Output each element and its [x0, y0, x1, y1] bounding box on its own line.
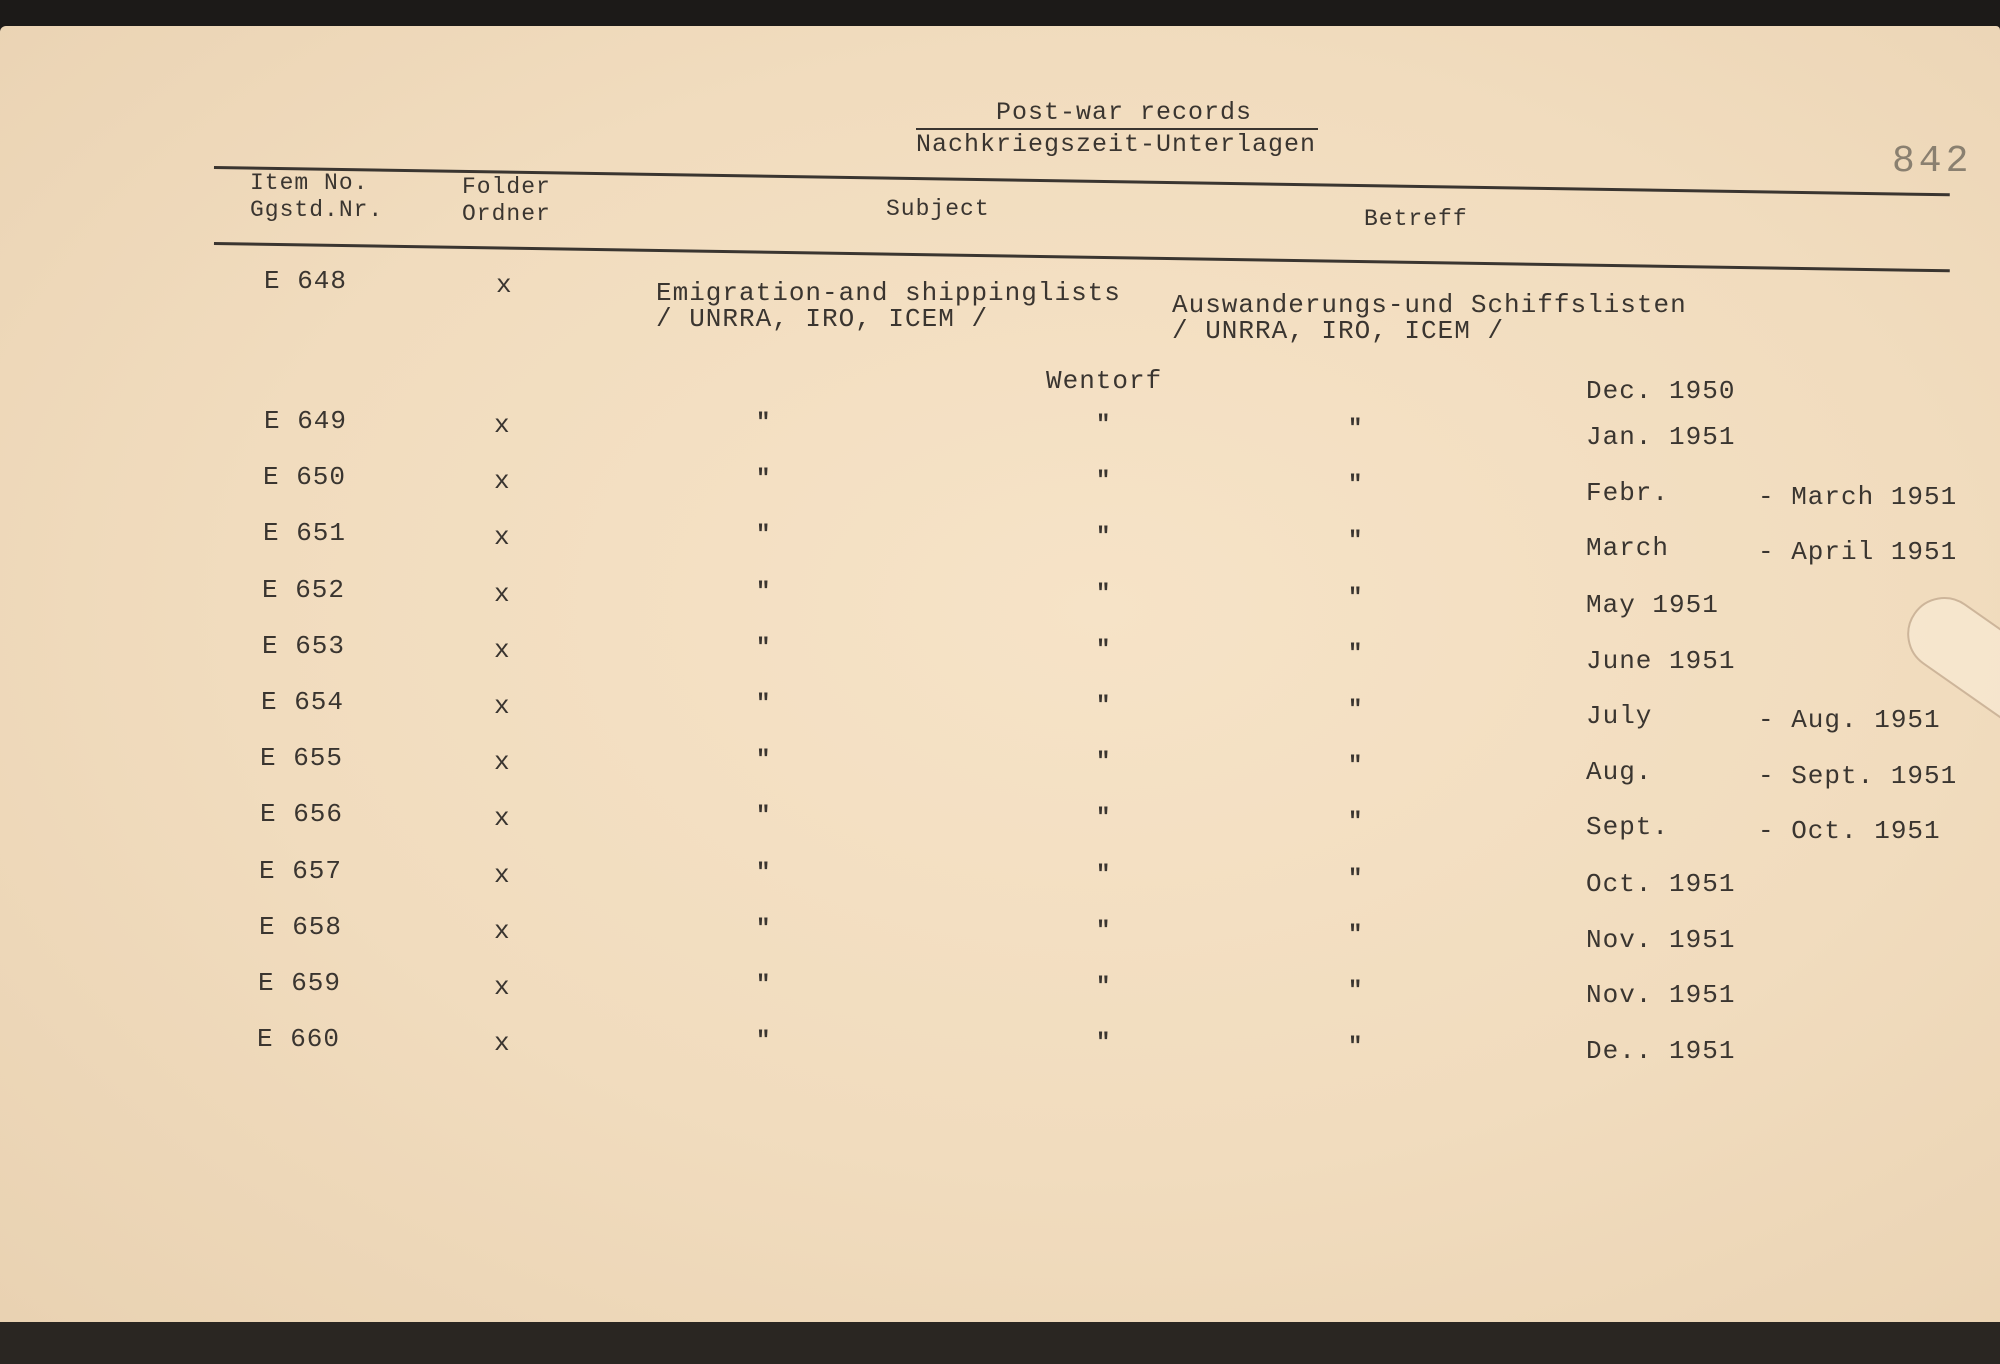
row-ditto-subject: ": [756, 860, 772, 887]
row-date: Nov. 1951: [1586, 980, 1736, 1010]
row-ditto-place: ": [1096, 693, 1112, 720]
row-folder: x: [494, 635, 511, 665]
row-ditto-betreff: ": [1348, 585, 1364, 612]
row-ditto-place: ": [1096, 412, 1112, 439]
row-item: E 657: [259, 856, 343, 886]
header-betreff: Betreff: [1364, 206, 1468, 232]
entry-item: E 648: [264, 266, 348, 296]
row-date: Nov. 1951: [1586, 925, 1736, 955]
row-folder: x: [494, 522, 511, 552]
row-ditto-place: ": [1096, 524, 1112, 551]
title-english: Post-war records: [996, 98, 1253, 127]
row-date-to: - Aug. 1951: [1758, 705, 1941, 735]
row-ditto-betreff: ": [1348, 1034, 1364, 1061]
row-item: E 654: [261, 687, 345, 717]
entry-date: Dec. 1950: [1586, 376, 1736, 406]
row-folder: x: [494, 691, 511, 721]
entry-subject-line1: Emigration-and shippinglists: [656, 278, 1121, 308]
row-ditto-place: ": [1096, 1030, 1112, 1057]
row-folder: x: [494, 579, 511, 609]
entry-place: Wentorf: [1046, 366, 1163, 396]
row-folder: x: [494, 803, 511, 833]
row-ditto-subject: ": [756, 747, 772, 774]
row-ditto-betreff: ": [1348, 809, 1364, 836]
row-ditto-betreff: ": [1348, 866, 1364, 893]
header-folder-de: Ordner: [462, 201, 551, 227]
row-ditto-subject: ": [756, 410, 772, 437]
scan-background: [0, 1322, 2000, 1364]
row-date: Febr.: [1586, 478, 1670, 508]
row-date: June 1951: [1586, 646, 1736, 676]
row-ditto-subject: ": [756, 1028, 772, 1055]
row-ditto-place: ": [1096, 581, 1112, 608]
entry-subject-line2: / UNRRA, IRO, ICEM /: [656, 304, 989, 334]
row-folder: x: [494, 747, 511, 777]
row-item: E 656: [260, 799, 344, 829]
row-date: July: [1586, 701, 1653, 731]
row-folder: x: [494, 1028, 511, 1058]
row-date: March: [1586, 533, 1670, 563]
entry-betreff-line2: / UNRRA, IRO, ICEM /: [1172, 316, 1505, 346]
row-item: E 650: [263, 462, 347, 492]
row-ditto-betreff: ": [1348, 528, 1364, 555]
row-item: E 660: [257, 1024, 341, 1054]
row-item: E 649: [264, 406, 348, 436]
row-folder: x: [494, 466, 511, 496]
row-folder: x: [494, 410, 511, 440]
row-date-to: - March 1951: [1758, 482, 1958, 512]
title-german: Nachkriegszeit-Unterlagen: [916, 130, 1317, 159]
row-ditto-betreff: ": [1348, 978, 1364, 1005]
row-date: Sept.: [1586, 812, 1670, 842]
row-ditto-betreff: ": [1348, 753, 1364, 780]
row-ditto-place: ": [1096, 974, 1112, 1001]
row-date: Oct. 1951: [1586, 869, 1736, 899]
entry-betreff-line1: Auswanderungs-und Schiffslisten: [1172, 290, 1687, 320]
row-date-to: - Oct. 1951: [1758, 816, 1941, 846]
row-ditto-place: ": [1096, 805, 1112, 832]
row-ditto-place: ": [1096, 862, 1112, 889]
row-ditto-betreff: ": [1348, 922, 1364, 949]
row-ditto-betreff: ": [1348, 416, 1364, 443]
row-ditto-subject: ": [756, 579, 772, 606]
row-ditto-betreff: ": [1348, 697, 1364, 724]
row-ditto-subject: ": [756, 691, 772, 718]
row-ditto-subject: ": [756, 522, 772, 549]
row-date: Aug.: [1586, 757, 1653, 787]
row-date: Jan. 1951: [1586, 422, 1736, 452]
row-date: May 1951: [1586, 590, 1719, 620]
row-ditto-subject: ": [756, 916, 772, 943]
row-item: E 658: [259, 912, 343, 942]
header-item-en: Item No.: [250, 170, 369, 196]
row-folder: x: [494, 916, 511, 946]
row-date-to: - April 1951: [1758, 537, 1958, 567]
row-item: E 653: [262, 631, 346, 661]
row-date: De.. 1951: [1586, 1036, 1736, 1066]
row-ditto-subject: ": [756, 972, 772, 999]
row-ditto-place: ": [1096, 918, 1112, 945]
row-item: E 655: [260, 743, 344, 773]
row-ditto-place: ": [1096, 637, 1112, 664]
row-item: E 652: [262, 575, 346, 605]
row-folder: x: [494, 972, 511, 1002]
row-item: E 651: [263, 518, 347, 548]
entry-folder: x: [496, 270, 513, 300]
row-ditto-place: ": [1096, 749, 1112, 776]
row-ditto-betreff: ": [1348, 472, 1364, 499]
header-folder-en: Folder: [462, 174, 551, 200]
row-ditto-subject: ": [756, 803, 772, 830]
row-ditto-place: ": [1096, 468, 1112, 495]
row-item: E 659: [258, 968, 342, 998]
header-subject: Subject: [886, 196, 990, 222]
row-date-to: - Sept. 1951: [1758, 761, 1958, 791]
row-folder: x: [494, 860, 511, 890]
header-item-de: Ggstd.Nr.: [250, 197, 384, 223]
row-ditto-subject: ": [756, 635, 772, 662]
row-ditto-betreff: ": [1348, 641, 1364, 668]
page-number: 842: [1892, 140, 1973, 183]
row-ditto-subject: ": [756, 466, 772, 493]
